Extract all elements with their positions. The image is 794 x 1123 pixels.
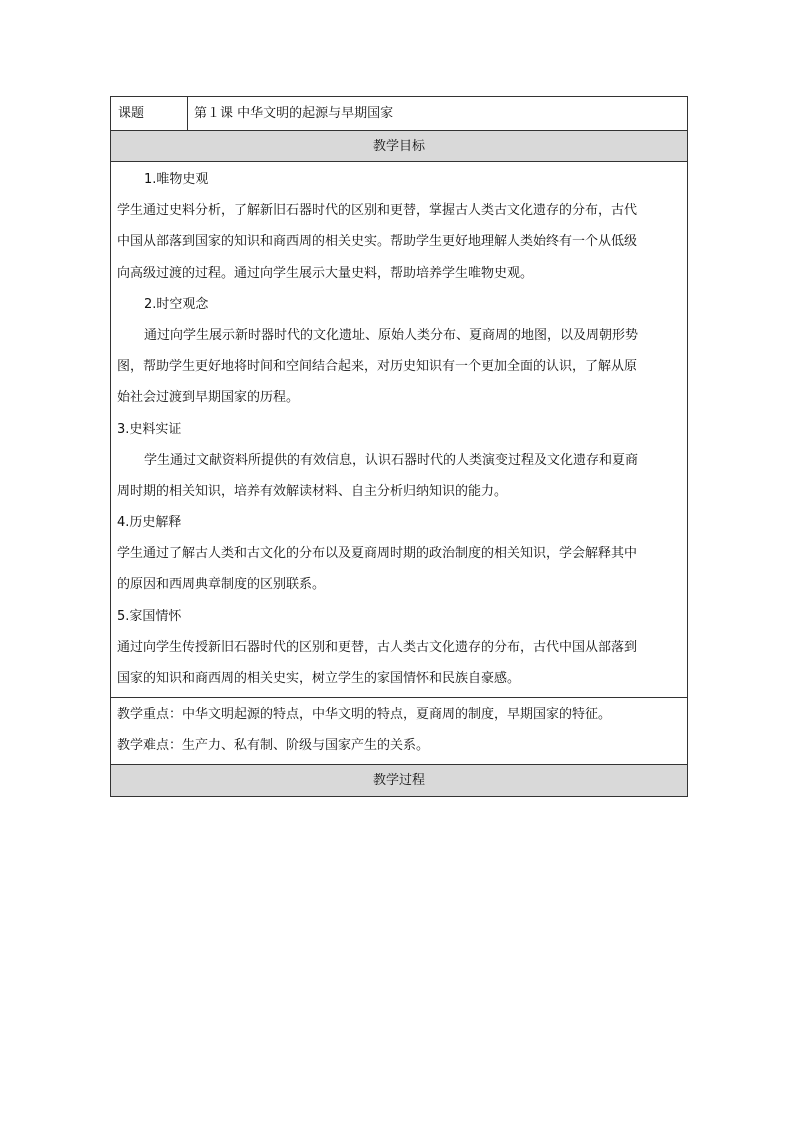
objective-text: 学生通过文献资料所提供的有效信息，认识石器时代的人类演变过程及文化遗存和夏商 bbox=[144, 452, 639, 468]
objective-text: 学生通过史料分析，了解新旧石器时代的区别和更替，掌握古人类古文化遗存的分布，古代 bbox=[117, 203, 638, 219]
objective-heading-interpretation: 4.历史解释 bbox=[117, 515, 182, 531]
process-header: 教学过程 bbox=[111, 765, 687, 796]
objective-text: 始社会过渡到早期国家的历程。 bbox=[117, 390, 300, 406]
objective-text: 周时期的相关知识，培养有效解读材料、自主分析归纳知识的能力。 bbox=[117, 483, 508, 499]
key-points-text: 教学重点：中华文明起源的特点，中华文明的特点，夏商周的制度，早期国家的特征。 bbox=[117, 707, 612, 723]
objective-heading-spacetime: 2.时空观念 bbox=[144, 296, 209, 312]
objective-text: 学生通过了解古人类和古文化的分布以及夏商周时期的政治制度的相关知识，学会解释其中 bbox=[117, 546, 638, 562]
objective-text: 中国从部落到国家的知识和商西周的相关史实。帮助学生更好地理解人类始终有一个从低级 bbox=[117, 234, 638, 250]
objective-heading-patriotism: 5.家国情怀 bbox=[117, 608, 182, 624]
key-points-section bbox=[111, 698, 687, 764]
objectives-header: 教学目标 bbox=[111, 131, 687, 162]
difficult-points-text: 教学难点：生产力、私有制、阶级与国家产生的关系。 bbox=[117, 738, 430, 754]
objective-heading-materialism: 1.唯物史观 bbox=[144, 172, 209, 187]
objective-text: 国家的知识和商西周的相关史实，树立学生的家国情怀和民族自豪感。 bbox=[117, 671, 521, 686]
objective-text: 通过向学生传授新旧石器时代的区别和更替，古人类古文化遗存的分布，古代中国从部落到 bbox=[117, 639, 638, 655]
objective-text: 通过向学生展示新时器时代的文化遗址、原始人类分布、夏商周的地图，以及周朝形势 bbox=[144, 327, 639, 343]
lesson-title-label: 课题 bbox=[111, 97, 188, 130]
objective-text: 图，帮助学生更好地将时间和空间结合起来，对历史知识有一个更加全面的认识，了解从原 bbox=[117, 359, 638, 375]
lesson-plan-table bbox=[110, 96, 688, 797]
lesson-title-value: 第１课 中华文明的起源与早期国家 bbox=[194, 106, 394, 121]
lesson-title-row bbox=[111, 97, 687, 131]
objective-text: 向高级过渡的过程。通过向学生展示大量史料，帮助培养学生唯物史观。 bbox=[117, 265, 534, 281]
objective-heading-evidence: 3.史料实证 bbox=[117, 421, 182, 437]
objective-text: 的原因和西周典章制度的区别联系。 bbox=[117, 577, 326, 593]
objectives-section bbox=[111, 162, 687, 698]
